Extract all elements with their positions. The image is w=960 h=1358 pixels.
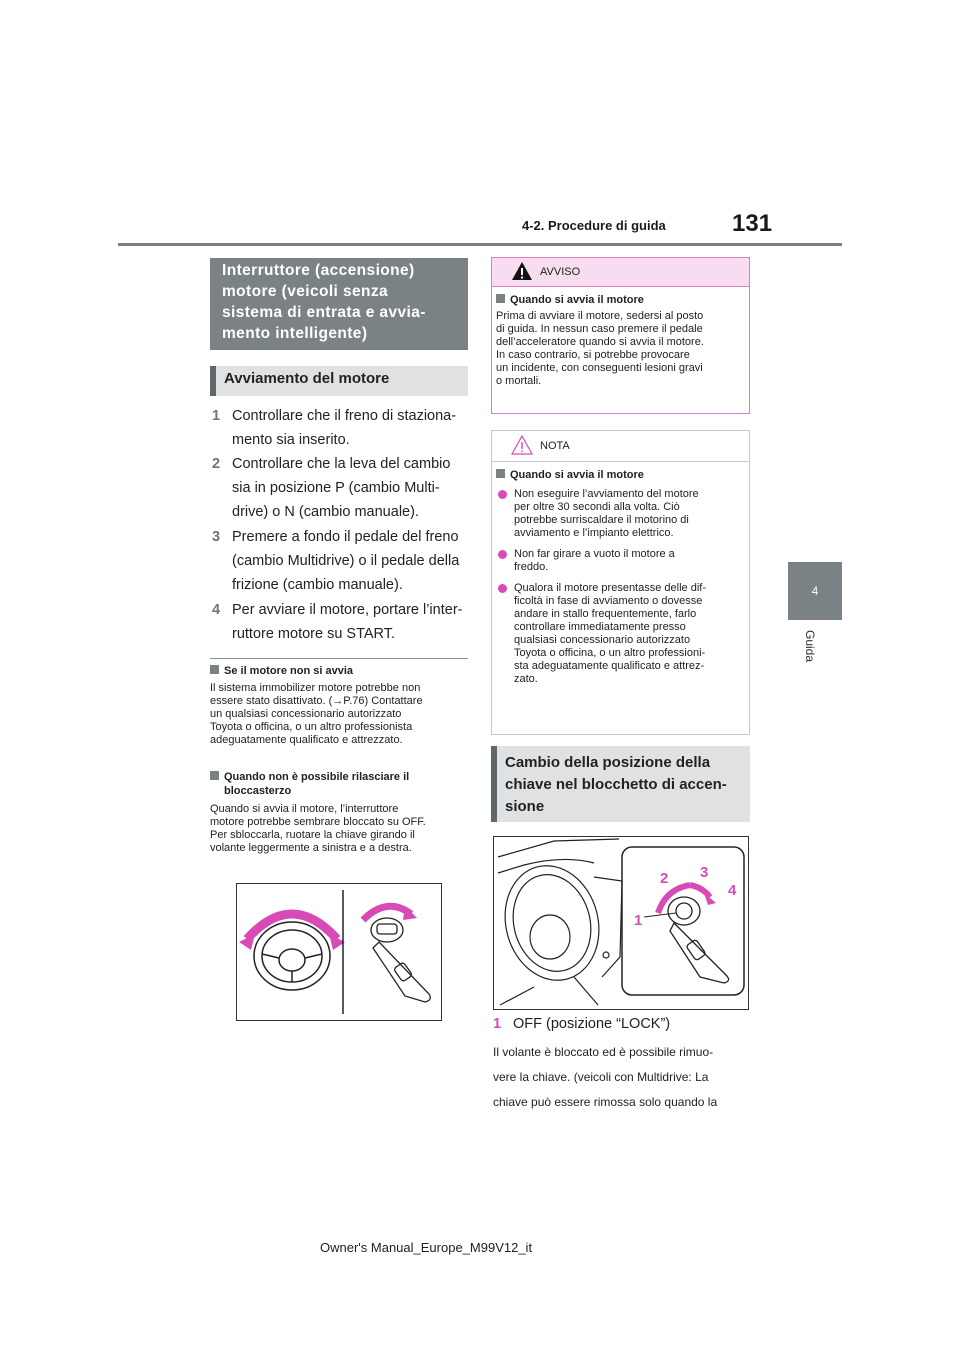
nota-bullet xyxy=(496,548,745,574)
nota-bullet xyxy=(496,488,745,540)
position-number: 1 xyxy=(493,1016,502,1032)
step-number: 4 xyxy=(212,602,221,618)
warning-icon xyxy=(511,261,533,281)
note-engine-not-start xyxy=(210,664,472,747)
ignition-illustration xyxy=(493,836,749,1010)
note-line: volante leggermente a sinistra e a destra. xyxy=(210,842,412,854)
warning-box xyxy=(491,257,750,414)
nota-line: avviamento e l’impianto elettrico. xyxy=(514,527,674,539)
note-line: adeguatamente qualificato e attrezzato. xyxy=(210,734,403,746)
title-line: mento intelligente) xyxy=(222,325,368,342)
step-2 xyxy=(212,452,472,524)
section-title-line: chiave nel blocchetto di accen- xyxy=(505,776,727,793)
title-line: sistema di entrata e avvia- xyxy=(222,304,426,321)
key-icon xyxy=(371,918,430,1002)
section-title-key-position xyxy=(491,746,750,822)
step-text: Premere a fondo il pedale del freno xyxy=(232,529,459,545)
note-line: essere stato disattivato. (→P.76) Contattare xyxy=(210,695,423,707)
main-title xyxy=(210,258,468,350)
step-text: frizione (cambio manuale). xyxy=(232,577,403,593)
nota-bullet xyxy=(496,582,745,686)
bullet-dot-icon xyxy=(498,490,507,499)
square-bullet-icon xyxy=(210,665,219,674)
section-header: 4-2. Procedure di guida xyxy=(522,218,666,233)
square-bullet-icon xyxy=(210,771,219,780)
warning-line: In caso contrario, si potrebbe provocare xyxy=(496,349,690,361)
step-3 xyxy=(212,525,472,597)
section-title-line: sione xyxy=(505,798,545,815)
warning-label: AVVISO xyxy=(540,266,581,278)
note-line: Il sistema immobilizer motore potrebbe non xyxy=(210,682,421,694)
warning-heading: Quando si avvia il motore xyxy=(510,294,644,306)
square-bullet-icon xyxy=(496,294,505,303)
divider xyxy=(210,658,468,659)
warning-line: un incidente, con conseguenti lesioni gravi xyxy=(496,362,703,374)
square-bullet-icon xyxy=(496,469,505,478)
note-line: Per sbloccarla, ruotare la chiave girando il xyxy=(210,829,415,841)
position-1-description xyxy=(493,1040,755,1115)
step-1 xyxy=(212,404,472,452)
chapter-tab: 4 xyxy=(788,562,842,620)
step-4 xyxy=(212,598,472,646)
title-line: Interruttore (accensione) xyxy=(222,262,415,279)
note-line: Quando si avvia il motore, l’interruttore xyxy=(210,803,399,815)
step-text: mento sia inserito. xyxy=(232,432,350,448)
step-number: 2 xyxy=(212,456,221,472)
nota-line: zato. xyxy=(514,673,538,685)
step-text: sia in posizione P (cambio Multi- xyxy=(232,480,440,496)
nota-line: freddo. xyxy=(514,561,549,573)
nota-line: sta adeguatamente qualificato e attrez- xyxy=(514,660,705,672)
label-4: 4 xyxy=(728,882,737,899)
steering-lock-illustration xyxy=(236,883,442,1021)
step-text: drive) o N (cambio manuale). xyxy=(232,504,419,520)
warning-line: di guida. In nessun caso premere il pedale xyxy=(496,323,703,335)
note-steering-lock xyxy=(210,770,472,855)
footer-doc-id: Owner's Manual_Europe_M99V12_it xyxy=(320,1240,533,1255)
position-label: OFF (posizione “LOCK”) xyxy=(513,1016,671,1032)
nota-heading: Quando si avvia il motore xyxy=(510,469,644,481)
dashboard-icon xyxy=(494,839,622,1005)
caution-icon xyxy=(511,435,533,455)
nota-line: Non eseguire l’avviamento del motore xyxy=(514,488,699,500)
body-line: vere la chiave. (veicoli con Multidrive: La xyxy=(493,1070,709,1084)
note-heading: bloccasterzo xyxy=(224,785,292,797)
steering-wheel-icon xyxy=(254,922,330,990)
title-line: motore (veicoli senza xyxy=(222,283,389,300)
note-line: Toyota o officina, o un altro professionista xyxy=(210,721,413,733)
body-line: chiave può essere rimossa solo quando la xyxy=(493,1095,718,1109)
nota-box xyxy=(491,430,750,735)
bullet-dot-icon xyxy=(498,584,507,593)
step-number: 1 xyxy=(212,408,221,424)
bullet-dot-icon xyxy=(498,550,507,559)
step-text: Per avviare il motore, portare l’inter- xyxy=(232,602,463,618)
step-text: ruttore motore su START. xyxy=(232,626,396,642)
nota-line: potrebbe surriscaldare il motorino di xyxy=(514,514,689,526)
note-line: motore potrebbe sembrare bloccato su OFF. xyxy=(210,816,426,828)
nota-line: qualsiasi concessionario autorizzato xyxy=(514,634,691,646)
rotate-arrow-icon xyxy=(247,914,337,939)
step-number: 3 xyxy=(212,529,221,545)
label-1: 1 xyxy=(634,912,643,929)
position-1 xyxy=(493,1012,753,1036)
note-heading: Quando non è possibile rilasciare il xyxy=(224,771,410,783)
section-title-line: Cambio della posizione della xyxy=(505,754,711,771)
subtitle: Avviamento del motore xyxy=(210,366,468,396)
page-number: 131 xyxy=(732,210,773,237)
chapter-tab-label: Guida xyxy=(803,630,817,663)
nota-line: ficoltà in fase di avviamento o dovesse xyxy=(514,595,703,607)
body-line: Il volante è bloccato ed è possibile rimuo- xyxy=(493,1045,714,1059)
nota-line: andare in stallo frequentemente, farlo xyxy=(514,608,697,620)
nota-line: controllare immediatamente presso xyxy=(514,621,686,633)
warning-line: o mortali. xyxy=(496,375,542,387)
note-line: un qualsiasi concessionario autorizzato xyxy=(210,708,402,720)
nota-label: NOTA xyxy=(540,440,570,452)
label-3: 3 xyxy=(700,864,709,881)
nota-line: Non far girare a vuoto il motore a xyxy=(514,548,675,560)
nota-line: Toyota o officina, o un altro professioni- xyxy=(514,647,706,659)
label-2: 2 xyxy=(660,870,669,887)
nota-line: Qualora il motore presentasse delle dif- xyxy=(514,582,706,594)
header-rule xyxy=(118,243,842,246)
step-text: Controllare che la leva del cambio xyxy=(232,456,451,472)
step-text: (cambio Multidrive) o il pedale della xyxy=(232,553,460,569)
warning-line: dell’acceleratore quando si avvia il motore. xyxy=(496,336,704,348)
nota-line: per oltre 30 secondi alla volta. Ciò xyxy=(514,501,680,513)
warning-line: Prima di avviare il motore, sedersi al posto xyxy=(496,310,704,322)
step-text: Controllare che il freno di staziona- xyxy=(232,408,457,424)
note-heading: Se il motore non si avvia xyxy=(224,665,353,677)
